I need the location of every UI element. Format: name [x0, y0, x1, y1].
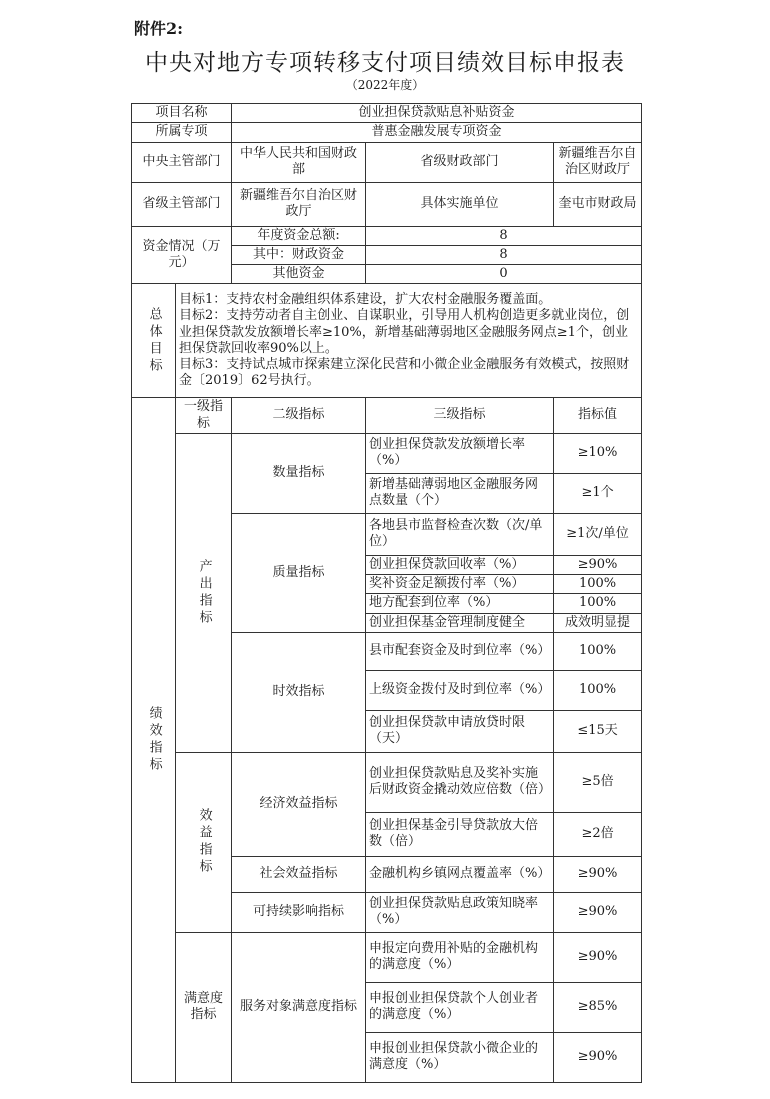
- goals-label-cell: [132, 284, 176, 398]
- indicator-name: 金融机构乡镇网点覆盖率（%）: [366, 856, 554, 892]
- indicator-value: 成效明显提: [554, 613, 642, 632]
- report-year: （2022年度）: [345, 78, 425, 92]
- goal-3: 目标3：支持试点城市探索建立深化民营和小微企业金融服务有效模式，按照财金〔2019〕62号执行。: [179, 357, 630, 389]
- quality-label: 质量指标: [232, 513, 366, 632]
- goal-2: 目标2：支持劳动者自主创业、自谋职业，引导用人机构创造更多就业岗位，创业担保贷款发放额增长率≥10%，新增基础薄弱地区金融服务网点≥1个，创业担保贷款回收率90%以上。: [179, 308, 630, 356]
- indicator-value: ≥90%: [554, 892, 642, 932]
- benefit-label: 效益指标: [196, 808, 212, 877]
- prov-finance-label: 省级财政部门: [366, 142, 554, 182]
- indicator-name: 县市配套资金及时到位率（%）: [366, 632, 554, 670]
- prov-dept-value: 新疆维吾尔自治区财政厅: [232, 182, 366, 226]
- indicator-name: 申报创业担保贷款个人创业者的满意度（%）: [366, 982, 554, 1032]
- funds-total-value: 8: [366, 226, 642, 245]
- funds-fiscal-label: 其中：财政资金: [232, 245, 366, 264]
- output-label: 产出指标: [196, 558, 212, 627]
- attachment-label: 附件2:: [134, 19, 184, 38]
- goal-1: 目标1：支持农村金融组织体系建设，扩大农村金融服务覆盖面。: [179, 292, 552, 307]
- indicator-value: ≥85%: [554, 982, 642, 1032]
- sustain-label: 可持续影响指标: [232, 892, 366, 932]
- funds-label: 资金情况（万元）: [132, 226, 232, 284]
- prov-dept-label: 省级主管部门: [132, 182, 232, 226]
- quantity-label: 数量指标: [232, 433, 366, 513]
- funds-other-label: 其他资金: [232, 265, 366, 284]
- central-dept-label: 中央主管部门: [132, 142, 232, 182]
- indicator-value: ≥90%: [554, 555, 642, 574]
- benefit-label-cell: [176, 752, 232, 932]
- indicator-name: 创业担保基金管理制度健全: [366, 613, 554, 632]
- indicator-value: ≥5倍: [554, 752, 642, 812]
- indicator-value: ≥2倍: [554, 812, 642, 856]
- perf-label: 绩效指标: [146, 706, 162, 774]
- indicator-value: 100%: [554, 632, 642, 670]
- indicator-name: 申报创业担保贷款小微企业的满意度（%）: [366, 1032, 554, 1082]
- indicator-name: 新增基础薄弱地区金融服务网点数量（个）: [366, 473, 554, 513]
- funds-other-value: 0: [366, 265, 642, 284]
- satisfaction-label: 满意度指标: [176, 932, 232, 1082]
- indicator-name: 奖补资金足额拨付率（%）: [366, 575, 554, 594]
- indicator-value: ≥10%: [554, 433, 642, 473]
- goals-label: 总体目标: [146, 306, 162, 375]
- indicator-name: 创业担保贷款申请放贷时限（天）: [366, 710, 554, 752]
- special-fund-value: 普惠金融发展专项资金: [232, 123, 642, 142]
- header-value: 指标值: [554, 398, 642, 434]
- social-label: 社会效益指标: [232, 856, 366, 892]
- impl-unit-value: 奎屯市财政局: [554, 182, 642, 226]
- timeliness-label: 时效指标: [232, 632, 366, 752]
- indicator-name: 创业担保贷款发放额增长率（%）: [366, 433, 554, 473]
- header-level2: 二级指标: [232, 398, 366, 434]
- indicator-name: 上级资金拨付及时到位率（%）: [366, 670, 554, 710]
- indicator-name: 申报定向费用补贴的金融机构的满意度（%）: [366, 932, 554, 982]
- indicator-value: ≤15天: [554, 710, 642, 752]
- indicator-name: 创业担保贷款贴息及奖补实施后财政资金撬动效应倍数（倍）: [366, 752, 554, 812]
- indicator-value: ≥1个: [554, 473, 642, 513]
- perf-label-cell: [132, 398, 176, 1083]
- indicator-value: 100%: [554, 594, 642, 613]
- indicator-name: 创业担保基金引导贷款放大倍数（倍）: [366, 812, 554, 856]
- output-label-cell: [176, 433, 232, 752]
- funds-fiscal-value: 8: [366, 245, 642, 264]
- indicator-name: 创业担保贷款回收率（%）: [366, 555, 554, 574]
- central-dept-value: 中华人民共和国财政部: [232, 142, 366, 182]
- indicator-value: ≥90%: [554, 1032, 642, 1082]
- project-name-value: 创业担保贷款贴息补贴资金: [232, 104, 642, 123]
- indicator-value: ≥90%: [554, 932, 642, 982]
- header-level3: 三级指标: [366, 398, 554, 434]
- indicator-value: 100%: [554, 575, 642, 594]
- goals-text: [176, 284, 642, 398]
- performance-table: [131, 103, 642, 1083]
- funds-total-label: 年度资金总额:: [232, 226, 366, 245]
- indicator-value: ≥90%: [554, 856, 642, 892]
- indicator-value: ≥1次/单位: [554, 513, 642, 555]
- special-fund-label: 所属专项: [132, 123, 232, 142]
- project-name-label: 项目名称: [132, 104, 232, 123]
- indicator-name: 创业担保贷款贴息政策知晓率（%）: [366, 892, 554, 932]
- economic-label: 经济效益指标: [232, 752, 366, 856]
- indicator-name: 各地县市监督检查次数（次/单位）: [366, 513, 554, 555]
- indicator-name: 地方配套到位率（%）: [366, 594, 554, 613]
- service-label: 服务对象满意度指标: [232, 932, 366, 1082]
- page-title: 中央对地方专项转移支付项目绩效目标申报表: [145, 50, 625, 76]
- impl-unit-label: 具体实施单位: [366, 182, 554, 226]
- header-level1: 一级指标: [176, 398, 232, 434]
- prov-finance-value: 新疆维吾尔自治区财政厅: [554, 142, 642, 182]
- indicator-value: 100%: [554, 670, 642, 710]
